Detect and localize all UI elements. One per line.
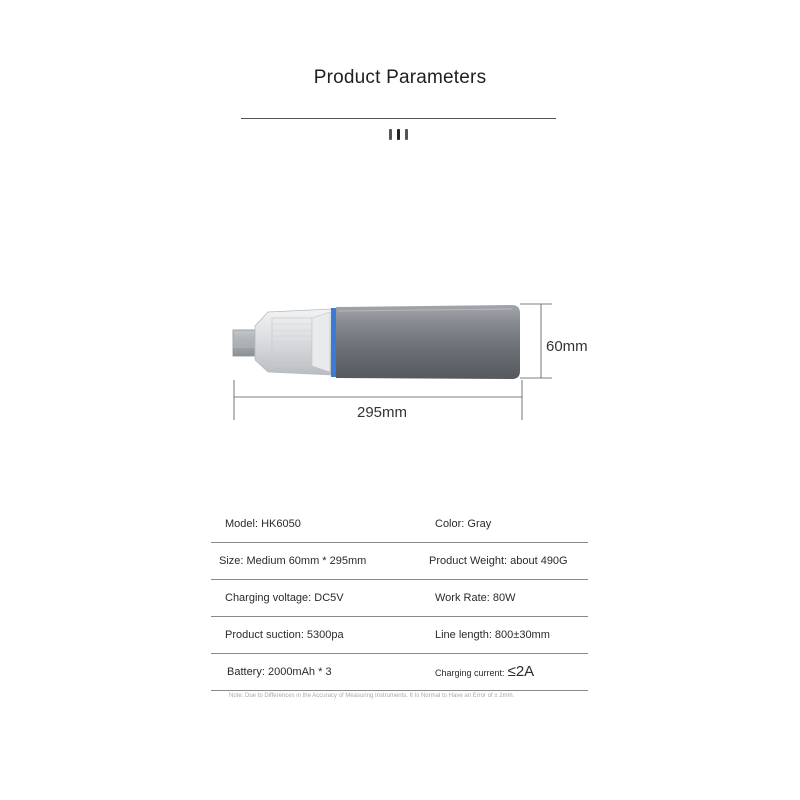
length-label: 295mm (357, 404, 408, 421)
table-row (211, 617, 588, 654)
spec-model: Model: HK6050 (225, 518, 301, 530)
table-row (211, 580, 588, 617)
dust-cup (255, 309, 332, 375)
main-body (336, 305, 520, 379)
vacuum-nozzle (233, 330, 255, 356)
diameter-label: 60mm (546, 338, 588, 355)
table-row (211, 654, 588, 691)
spec-current-value: ≤2A (507, 663, 535, 680)
accent-ring (331, 308, 336, 377)
spec-line-length: Line length: 800±30mm (435, 629, 550, 641)
spec-size: Size: Medium 60mm * 295mm (219, 555, 367, 567)
spec-table (211, 506, 588, 691)
spec-current-label: Charging current: (435, 668, 505, 678)
spec-suction: Product suction: 5300pa (225, 629, 344, 641)
spec-current (435, 654, 534, 690)
table-row (211, 506, 588, 543)
spec-rate: Work Rate: 80W (435, 592, 516, 604)
spec-color: Color: Gray (435, 518, 492, 530)
table-row (211, 543, 588, 580)
spec-voltage: Charging voltage: DC5V (225, 592, 344, 604)
spec-weight: Product Weight: about 490G (429, 555, 568, 567)
spec-battery: Battery: 2000mAh * 3 (227, 666, 332, 678)
measurement-note: Note: Due to Differences in the Accuracy of Measuring Instruments, It Is Normal to Have an Error of ± 2mm. (229, 693, 515, 699)
page-title: Product Parameters (313, 67, 487, 88)
